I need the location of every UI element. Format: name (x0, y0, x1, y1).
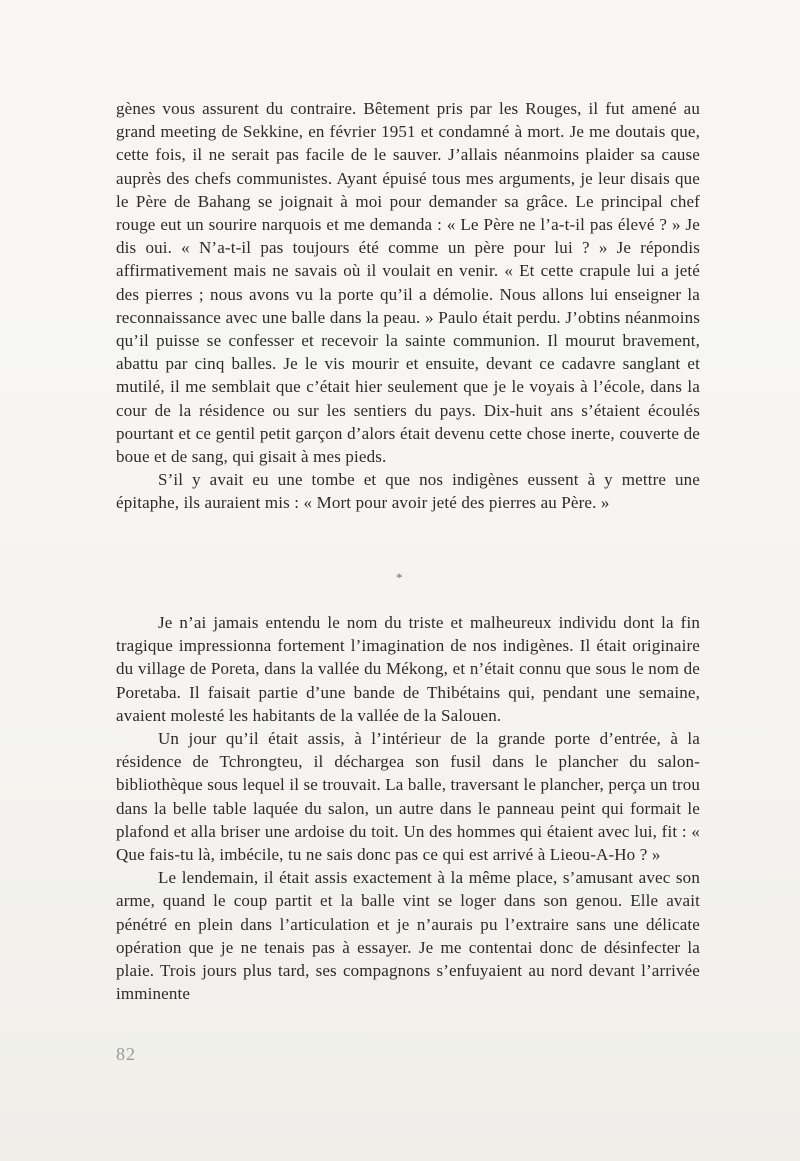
page-number: 82 (116, 1044, 136, 1064)
paragraph: Un jour qu’il était assis, à l’intérieur de la grande porte d’entrée, à la résidence de Tchrongteu, il déchargea son fusil dans le plancher du salon-bibliothèque sous lequel il se trouvait. La balle, traversant le plancher, perça un trou dans la belle table laquée du salon, un autre dans le panneau peint qui formait le plafond et alla briser une ardoise du toit. Un des hommes qui étaient avec lui, fit : « Que fais-tu là, imbécile, tu ne sais donc pas ce qui est arrivé à Lieou-A-Ho ? » (116, 729, 700, 865)
paragraph: gènes vous assurent du contraire. Bêtement pris par les Rouges, il fut amené au grand meeting de Sekkine, en février 1951 et condamné à mort. Je me doutais que, cette fois, il ne serait pas facile de le sauver. J’allais néanmoins plaider sa cause auprès des chefs communistes. Ayant épuisé tous mes arguments, je leur disais que le Père de Bahang se joignait à moi pour demander sa grâce. Le principal chef rouge eut un sourire narquois et me demanda : « Le Père ne l’a-t-il pas élevé ? » Je dis oui. « N’a-t-il pas toujours été comme un père pour lui ? » Je répondis affirmativement mais ne savais où il voulait en venir. « Et cette crapule lui a jeté des pierres ; nous avons vu la porte qu’il a démolie. Nous allons lui enseigner la reconnaissance avec une balle dans la peau. » Paulo était perdu. J’obtins néanmoins qu’il puisse se confesser et recevoir la sainte communion. Il mourut bravement, abattu par cinq balles. Je le vis mourir et ensuite, devant ce cadavre sanglant et mutilé, il me semblait que c’était hier seulement que je le voyais à l’école, dans la cour de la résidence ou sur les sentiers du pays. Dix-huit ans s’étaient écoulés pourtant et ce gentil petit garçon d’alors était devenu cette chose inerte, couverte de boue et de sang, qui gisait à mes pieds. (116, 99, 700, 467)
paragraph: S’il y avait eu une tombe et que nos indigènes eussent à y mettre une épitaphe, ils auraient mis : « Mort pour avoir jeté des pierres au Père. » (116, 470, 700, 513)
section-separator: * (396, 570, 403, 585)
section-1 (116, 97, 700, 515)
paragraph: Le lendemain, il était assis exactement à la même place, s’amusant avec son arme, quand le coup partit et la balle vint se loger dans son genou. Elle avait pénétré en plein dans l’articulation et je n’aurais pu l’extraire sans une délicate opération que je ne tenais pas à essayer. Je me contentai donc de désinfecter la plaie. Trois jours plus tard, ses compagnons s’enfuyaient au nord devant l’arrivée imminente (116, 868, 700, 1004)
paragraph: Je n’ai jamais entendu le nom du triste et malheureux individu dont la fin tragique impressionna fortement l’imagination de nos indigènes. Il était originaire du village de Poreta, dans la vallée du Mékong, et n’était connu que sous le nom de Poretaba. Il faisait partie d’une bande de Thibétains qui, pendant une semaine, avaient molesté les habitants de la vallée de la Salouen. (116, 613, 700, 725)
section-2 (116, 611, 700, 1005)
